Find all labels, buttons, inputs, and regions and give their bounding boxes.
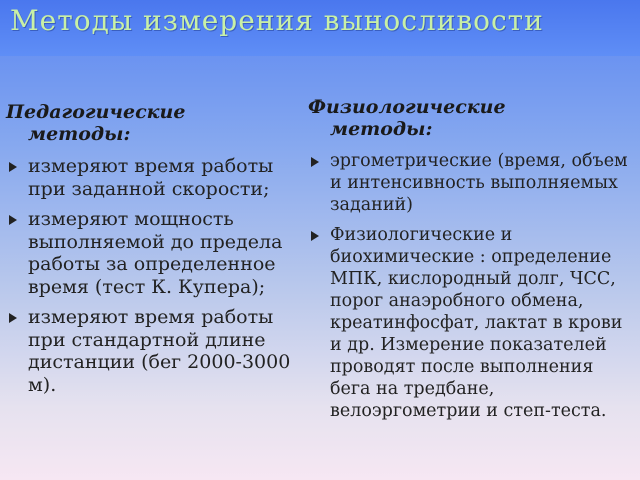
slide-title: Методы измерения выносливости bbox=[10, 4, 544, 37]
pedagogical-heading-line1: Педагогические bbox=[6, 101, 186, 123]
list-item-text: измеряют мощность выполняемой до предела работы за определенное время (тест К. Купера); bbox=[28, 208, 283, 298]
bullet-icon bbox=[9, 215, 17, 225]
list-item bbox=[6, 306, 292, 396]
pedagogical-methods-heading bbox=[6, 96, 292, 145]
list-item bbox=[308, 150, 634, 216]
physiological-heading-line2: методы: bbox=[330, 118, 433, 140]
pedagogical-methods-list bbox=[6, 155, 292, 396]
bullet-icon bbox=[9, 162, 17, 172]
list-item-text: Физиологические и биохимические : определение МПК, кислородный долг, ЧСС, порог анаэробного обмена, креатинфосфат, лактат в крови и др. Измерение показателей проводят после выполнения бега на тредбане, велоэргометрии и степ-теста. bbox=[330, 225, 623, 421]
bullet-icon bbox=[311, 231, 319, 241]
physiological-methods-heading bbox=[308, 96, 634, 140]
physiological-heading-line1: Физиологические bbox=[308, 96, 506, 118]
list-item bbox=[6, 208, 292, 298]
physiological-methods-column bbox=[308, 96, 634, 430]
pedagogical-heading-line2: методы: bbox=[28, 123, 131, 145]
list-item-text: измеряют время работы при стандартной длине дистанции (бег 2000-3000 м). bbox=[28, 306, 291, 396]
bullet-icon bbox=[9, 313, 17, 323]
list-item-text: измеряют время работы при заданной скорости; bbox=[28, 155, 274, 200]
pedagogical-methods-column bbox=[6, 96, 292, 404]
physiological-methods-list bbox=[308, 150, 634, 422]
list-item bbox=[308, 224, 634, 422]
list-item-text: эргометрические (время, объем и интенсивность выполняемых заданий) bbox=[330, 151, 628, 215]
bullet-icon bbox=[311, 157, 319, 167]
list-item bbox=[6, 155, 292, 200]
